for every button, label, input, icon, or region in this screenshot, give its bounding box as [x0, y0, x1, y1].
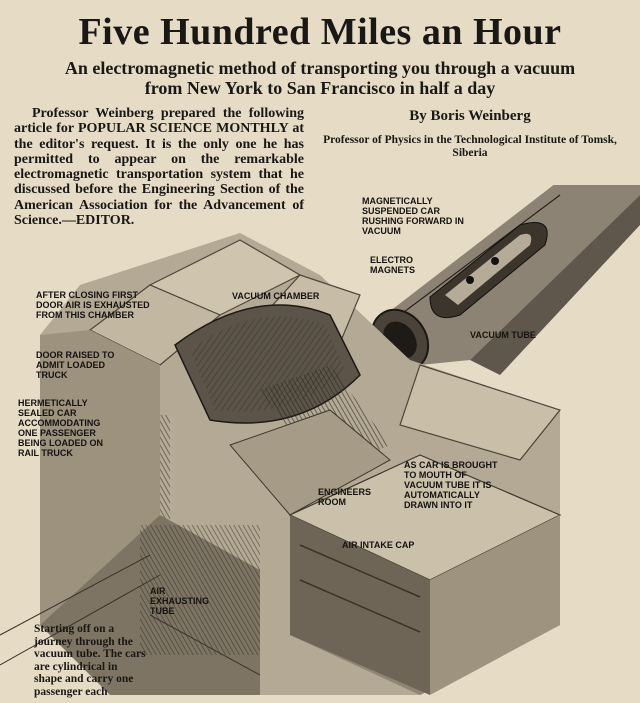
editor-note: Professor Weinberg prepared the following article for POPULAR SCIENCE MONTHLY at the editor's request. It is the only one he has permitted to appear on the remarkable electromagnetic transportation system that he discussed before the Engineering Section of the American Association for the Advancement of Science.—EDITOR.	[14, 106, 304, 229]
label-engineers-room: ENGINEERS ROOM	[318, 487, 372, 507]
author-byline: By Boris Weinberg	[409, 108, 531, 124]
article-subtitle: An electromagnetic method of transporting you through a vacuum from New York to San Francisco in half a day	[64, 58, 576, 98]
illustration-caption: Starting off on a journey through the vacuum tube. The cars are cylindrical in shape and carry one passenger each	[34, 623, 146, 698]
label-vacuum-chamber: VACUUM CHAMBER	[232, 291, 320, 301]
label-exhaust-tube: AIR EXHAUSTING TUBE	[150, 586, 210, 616]
label-vacuum-tube: VACUUM TUBE	[470, 330, 536, 340]
author-affiliation: Professor of Physics in the Technological Institute of Tomsk, Siberia	[323, 134, 617, 159]
label-suspended-car: MAGNETICALLY SUSPENDED CAR RUSHING FORWARD IN VACUUM	[362, 196, 464, 236]
label-sealed-car: HERMETICALLY SEALED CAR ACCOMMODATING ONE PASSENGER BEING LOADED ON RAIL TRUCK	[18, 398, 104, 458]
label-drawn-in: AS CAR IS BROUGHT TO MOUTH OF VACUUM TUBE IT IS AUTOMATICALLY DRAWN INTO IT	[404, 460, 498, 510]
label-exhausted-chamber: AFTER CLOSING FIRST DOOR AIR IS EXHAUSTED FROM THIS CHAMBER	[36, 290, 150, 320]
label-air-intake: AIR INTAKE CAP	[342, 540, 415, 550]
label-door-raised: DOOR RAISED TO ADMIT LOADED TRUCK	[36, 350, 115, 380]
article-title: Five Hundred Miles an Hour	[78, 11, 562, 53]
label-electro-magnets: ELECTRO MAGNETS	[370, 255, 415, 275]
